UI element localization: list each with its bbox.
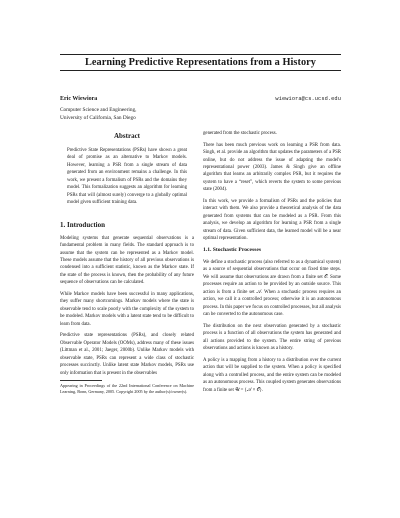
- affiliation-line-1: Computer Science and Engineering,: [60, 107, 137, 113]
- intro-paragraph-3: Predictive state representations (PSRs), and closely related Observable Operator Models (OOMs), address many of these issues (Littman et al., 2001; Jaeger, 2000b). Unlike Markov models with observable state, PSRs can represent a wide class of stochastic processes succinctly. Unlike latent state Markov models, PSRs use only information that is present in the observables: [60, 333, 194, 376]
- abstract-text: Predictive State Representations (PSRs) have shown a great deal of promise as an alternative to Markov models. However, learning a PSR from a single stream of data generated from an environment remains a challenge. In this work, we present a formalism of PSRs and the domains they model. This formalization suggests an algorithm for learning PSRs that will (almost surely) converge to a globally optimal model given sufficient training data.: [67, 148, 187, 206]
- footnote-text: Appearing in Proceedings of the 22nd International Conference on Machine Learning, Bonn, Germany, 2005. Copyright 2005 by the author(s)/owner(s).: [60, 383, 194, 395]
- right-column: [203, 130, 341, 394]
- left-column: [60, 130, 194, 396]
- author-affiliation: [60, 106, 137, 123]
- footnote-rule: [60, 380, 102, 381]
- author-name: Eric Wiewiora: [60, 96, 98, 102]
- section-heading-introduction: 1. Introduction: [60, 220, 105, 229]
- subsection-heading-stochastic-processes: 1.1. Stochastic Processes: [203, 246, 261, 253]
- abstract-heading: Abstract: [113, 132, 141, 140]
- continued-paragraph: generated from the stochastic process.: [203, 131, 277, 136]
- stochastic-paragraph-2: The distribution on the next observation generated by a stochastic process is a function of all observations the system has generated and all actions provided to the system. The entire string of previous observations and actions is known as a history.: [203, 323, 341, 352]
- related-work-paragraph: There has been much previous work on learning a PSR from data. Singh, et al. provide an algorithm that updates the parameters of a PSR online, but do not address the issue of adapting the model's representational power (2003). James & Singh give an offline algorithm that learns an arbitrarily complex PSR, but it requires the system to have a “reset”, which reverts the system to some previous state (2004).: [203, 142, 341, 193]
- contribution-paragraph: In this work, we provide a formalism of PSRs and the policies that interact with them. We also provide a theoretical analysis of the data generated from systems that can be modeled as a PSR. From this analysis, we develop an algorithm for learning a PSR from a single stream of data. Given sufficient data, the learned model will be a near optimal representation.: [203, 199, 341, 242]
- author-email: wiewiora@cs.ucsd.edu: [275, 96, 341, 102]
- intro-paragraph-2: While Markov models have been successful in many applications, they suffer many shortcomings. Markov models where the state is observable tend to scale poorly with the complexity of the system to be modeled. Markov models with a latent state tend to be difficult to learn from data.: [60, 291, 194, 327]
- stochastic-paragraph-1: We define a stochastic process (also referred to as a dynamical system) as a source of sequential observations that occur on fixed time steps. We will assume that observations are drawn from a finite set 𝒪. Some processes require an action to be provided by an outside source. This action is from a finite set 𝒜. When a stochastic process requires an action, we call it a controlled process; otherwise it is an autonomous process. In this paper we focus on controlled processes, but all analysis can be converted to the autonomous case.: [203, 259, 341, 318]
- paper-title: Learning Predictive Representations from a History: [84, 57, 316, 68]
- affiliation-line-2: University of California, San Diego: [60, 115, 136, 122]
- title-rule-bottom: [60, 70, 341, 71]
- title-rule-top: [60, 54, 341, 55]
- policy-paragraph: A policy is a mapping from a history to a distribution over the current action that will be supplied to the system. When a policy is specified along with a controlled process, and the entire system can be modeled as an autonomous process. This coupled system generates observations from a finite set 𝒰 = {𝒜 × 𝒪}.: [203, 357, 341, 393]
- intro-paragraph-1: Modeling systems that generate sequential observations is a fundamental problem in many fields. The standard approach is to assume that the system can be represented as a Markov model. These models assume that the history of all previous observations is condensed into a sufficient statistic, known as the Markov state. If the state of the process is known, then the probability of any future sequence of observations can be calculated.: [60, 235, 194, 286]
